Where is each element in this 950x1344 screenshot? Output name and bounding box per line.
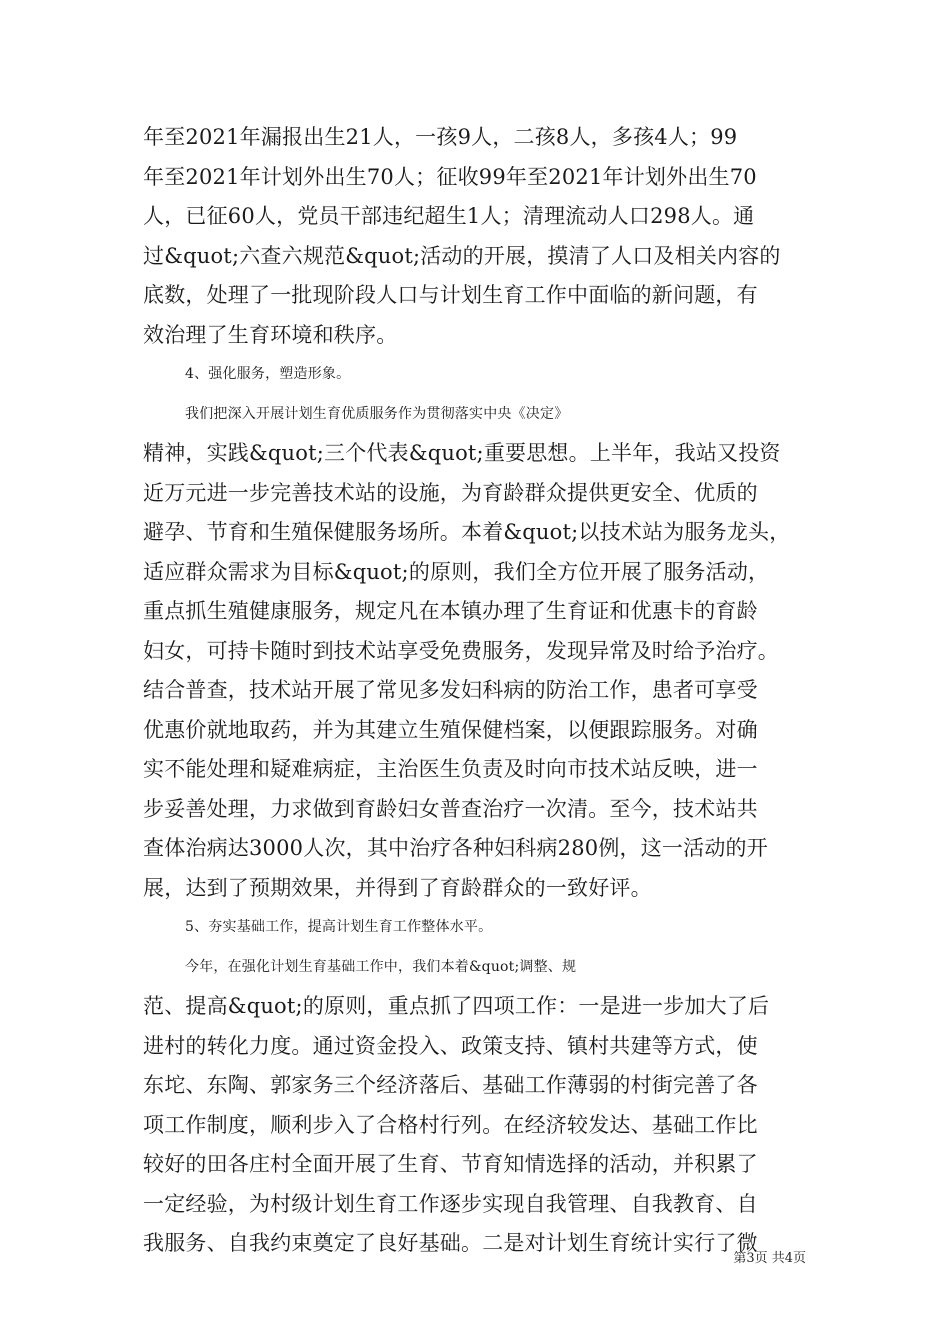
text-line: 项工作制度，顺利步入了合格村行列。在经济较发达、基础工作比 [143, 1112, 758, 1137]
text-line: 避孕、节育和生殖保健服务场所。本着&quot;以技术站为服务龙头， [143, 520, 791, 544]
text-line: 精神，实践&quot;三个代表&quot;重要思想。上半年，我站又投资 [143, 441, 781, 465]
text-line: 一定经验，为村级计划生育工作逐步实现自我管理、自我教育、自 [143, 1191, 758, 1216]
text-line: 今年，在强化计划生育基础工作中，我们本着&quot;调整、规 [185, 958, 577, 975]
text-line: 进村的转化力度。通过资金投入、政策支持、镇村共建等方式，使 [143, 1033, 758, 1058]
text-line: 妇女，可持卡随时到技术站享受免费服务，发现异常及时给予治疗。 [143, 638, 779, 663]
text-line: 底数，处理了一批现阶段人口与计划生育工作中面临的新问题，有 [143, 283, 758, 307]
text-line: 适应群众需求为目标&quot;的原则，我们全方位开展了服务活动， [143, 559, 770, 584]
text-line: 我服务、自我约束奠定了良好基础。二是对计划生育统计实行了微 [143, 1231, 758, 1255]
text-line: 过&quot;六查六规范&quot;活动的开展，摸清了人口及相关内容的 [143, 243, 781, 268]
text-line: 年至2021年漏报出生21人，一孩9人，二孩8人，多孩4人；99 [143, 125, 738, 149]
text-line: 效治理了生育环境和秩序。 [143, 322, 398, 347]
text-line: 优惠价就地取药，并为其建立生殖保健档案，以便跟踪服务。对确 [143, 717, 758, 742]
text-line: 查体治病达3000人次，其中治疗各种妇科病280例，这一活动的开 [143, 836, 768, 860]
page-footer [0, 1247, 950, 1271]
page-number: 第3页 共4页 [733, 1251, 806, 1266]
text-line: 东坨、东陶、郭家务三个经济落后、基础工作薄弱的村街完善了各 [143, 1073, 758, 1097]
document-body [143, 118, 811, 1264]
text-line: 我们把深入开展计划生育优质服务作为贯彻落实中央《决定》 [185, 405, 569, 422]
text-line: 重点抓生殖健康服务，规定凡在本镇办理了生育证和优惠卡的育龄 [143, 599, 758, 623]
text-line: 4、强化服务，塑造形象。 [185, 366, 351, 382]
text-line: 近万元进一步完善技术站的设施，为育龄群众提供更安全、优质的 [143, 480, 758, 505]
text-line: 结合普查，技术站开展了常见多发妇科病的防治工作，患者可享受 [143, 678, 758, 702]
text-line: 较好的田各庄村全面开展了生育、节育知情选择的活动，并积累了 [143, 1152, 758, 1176]
text-line: 实不能处理和疑难病症，主治医生负责及时向市技术站反映，进一 [143, 757, 758, 781]
text-line: 范、提高&quot;的原则，重点抓了四项工作：一是进一步加大了后 [143, 994, 770, 1018]
text-line: 年至2021年计划外出生70人；征收99年至2021年计划外出生70 [143, 164, 757, 189]
text-line: 展，达到了预期效果，并得到了育龄群众的一致好评。 [143, 875, 652, 900]
text-line: 步妥善处理，力求做到育龄妇女普查治疗一次清。至今，技术站共 [143, 796, 758, 821]
text-line: 人，已征60人，党员干部违纪超生1人；清理流动人口298人。通 [143, 204, 755, 228]
text-line: 5、夯实基础工作，提高计划生育工作整体水平。 [185, 919, 493, 935]
